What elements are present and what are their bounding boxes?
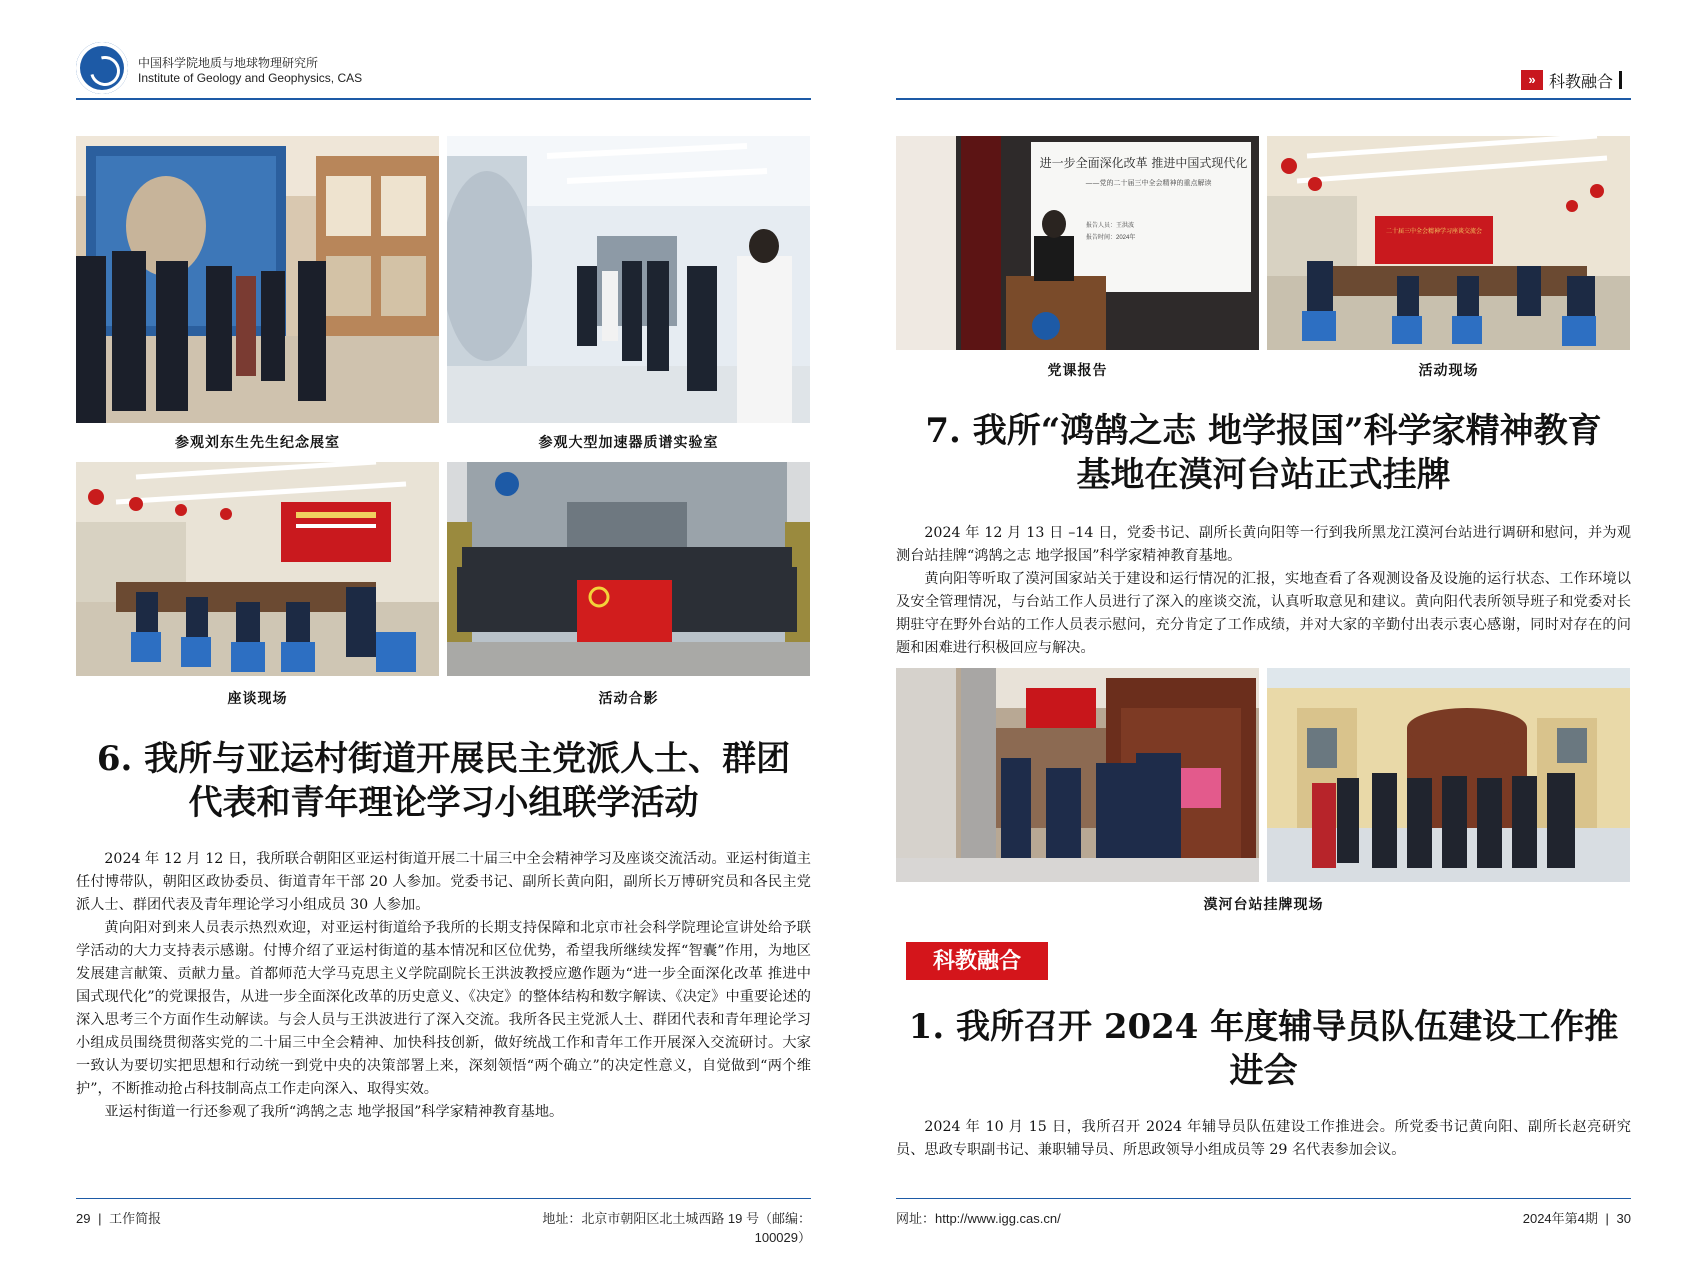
section6-body: [76, 848, 811, 1124]
photo-ams-lab: [447, 136, 810, 423]
section-tag-label: 科教融合: [1549, 73, 1614, 91]
section6-title-line1: 6. 我所与亚运村街道开展民主党派人士、群团: [96, 739, 791, 779]
caption-ams-lab: 参观大型加速器质谱实验室: [538, 435, 719, 451]
footer-divider-right: |: [1605, 1211, 1609, 1226]
footer-right: [1431, 1208, 1631, 1227]
institute-logo: [76, 42, 128, 94]
section1-title-line2: 进会: [1229, 1051, 1298, 1091]
issue-label: 2024年第4期: [1522, 1211, 1598, 1226]
org-name-en: Institute of Geology and Geophysics, CAS: [138, 71, 363, 85]
caption-mohe: 漠河台站挂牌现场: [1203, 897, 1324, 913]
photo-mohe-group: [1267, 668, 1630, 882]
section1-body: [896, 1116, 1631, 1162]
photo-lecture: [896, 136, 1259, 350]
section1-title-line1: 1. 我所召开 2024 年度辅导员队伍建设工作推: [908, 1007, 1619, 1047]
header-rule-right: [896, 98, 1631, 100]
slide-subtitle: ——党的二十届三中全会精神的重点解读: [1085, 179, 1212, 187]
slide-date: 报告时间：2024年: [1086, 235, 1136, 241]
footer-divider: |: [98, 1211, 102, 1226]
caption-meeting: 座谈现场: [227, 691, 288, 707]
section6-para-2: 黄向阳对到来人员表示热烈欢迎，对亚运村街道给予我所的长期支持保障和北京市社会科学院理论宣讲处给予联学活动的大力支持表示感谢。付博介绍了亚运村街道的基本情况和区位优势，希望我所继续发挥“智囊”作用，为地区发展建言献策、贡献力量。首都师范大学马克思主义学院副院长王洪波教授应邀作题为“进一步全面深化改革 推进中国式现代化”的党课报告，从进一步全面深化改革的历史意义、《决定》的整体结构和数字解读、《决定》中重要论述的深入思考三个方面作生动解读。与会人员与王洪波进行了深入交流。我所各民主党派人士、群团代表和青年理论学习小组成员围绕贯彻落实党的二十届三中全会精神、加快科技创新，做好统战工作和青年工作开展深入交流研讨。大家一致认为要切实把思想和行动统一到党中央的决策部署上来，深刻领悟“两个确立”的决定性意义，自觉做到“两个维护”，不断推动抢占科技制高点工作走向深入、取得实效。: [76, 920, 811, 1097]
section7-body: [896, 522, 1631, 660]
photo-mohe-plaque-unveiling: [896, 668, 1259, 882]
banner-text: 二十届三中全会精神学习座谈交流会: [1385, 228, 1482, 235]
photo-exhibition-room: [76, 136, 439, 423]
double-chevron-icon: »: [1521, 70, 1543, 90]
caption-lecture: 党课报告: [1047, 363, 1108, 379]
section-badge: 科教融合: [906, 942, 1048, 980]
page-number-right: 30: [1616, 1211, 1631, 1226]
footer-rule-left: [76, 1198, 811, 1199]
section7-title-line2: 基地在漠河台站正式挂牌: [1076, 455, 1451, 495]
photo-activity-scene: [1267, 136, 1630, 350]
section6-title-line2: 代表和青年理论学习小组联学活动: [188, 783, 699, 823]
section6-para-3: 亚运村街道一行还参观了我所“鸿鹄之志 地学报国”科学家精神教育基地。: [104, 1104, 564, 1120]
footer-address: 地址：北京市朝阳区北土城西路 19 号（邮编：100029）: [542, 1211, 811, 1245]
section-tag: [1521, 70, 1622, 90]
footer-left: [76, 1208, 161, 1227]
photo-group: [447, 462, 810, 676]
caption-group-photo: 活动合影: [598, 691, 659, 707]
section7-para-2: 黄向阳等听取了漠河国家站关于建设和运行情况的汇报，实地查看了各观测设备及设施的运行状态、工作环境以及安全管理情况，与台站工作人员进行了深入的座谈交流，认真听取意见和建议。黄向阳代表所领导班子和党委对长期驻守在野外台站的工作人员表示慰问，充分肯定了工作成绩，并对大家的辛勤付出表示衷心感谢，同时对存在的问题和困难进行积极回应与解决。: [896, 571, 1631, 656]
page-number-left: 29: [76, 1211, 91, 1226]
slide-speaker: 报告人员：王洪波: [1086, 223, 1135, 229]
caption-activity-scene: 活动现场: [1418, 363, 1479, 379]
slide-title: 进一步全面深化改革 推进中国式现代化: [1039, 156, 1248, 170]
section6-para-1: 2024 年 12 月 12 日，我所联合朝阳区亚运村街道开展二十届三中全会精神学习及座谈交流活动。亚运村街道主任付博带队，朝阳区政协委员、街道青年干部 20 人参加。党委书记、副所长黄向阳，副所长万博研究员和各民主党派人士、群团代表及青年理论学习小组成员 30 人参加。: [76, 851, 811, 913]
org-name-cn: 中国科学院地质与地球物理研究所: [138, 56, 319, 70]
section7-title-line1: 7. 我所“鸿鹄之志 地学报国”科学家精神教育: [925, 411, 1602, 451]
footer-rule-right: [896, 1198, 1631, 1199]
section7-para-1: 2024 年 12 月 13 日 –14 日，党委书记、副所长黄向阳等一行到我所黑龙江漠河台站进行调研和慰问，并为观测台站挂牌“鸿鹄之志 地学报国”科学家精神教育基地。: [896, 525, 1631, 564]
footer-website: 网址：http://www.igg.cas.cn/: [896, 1211, 1061, 1226]
section1-para-1: 2024 年 10 月 15 日，我所召开 2024 年辅导员队伍建设工作推进会。所党委书记黄向阳、副所长赵亮研究员、思政专职副书记、兼职辅导员、所思政领导小组成员等 29 名代表参加会议。: [896, 1119, 1631, 1158]
photo-meeting-room: [76, 462, 439, 676]
section-tag-bar: [1619, 71, 1622, 89]
publication-name: 工作简报: [109, 1211, 162, 1226]
caption-exhibition-room: 参观刘东生先生纪念展室: [175, 435, 340, 451]
header-rule-left: [76, 98, 811, 100]
